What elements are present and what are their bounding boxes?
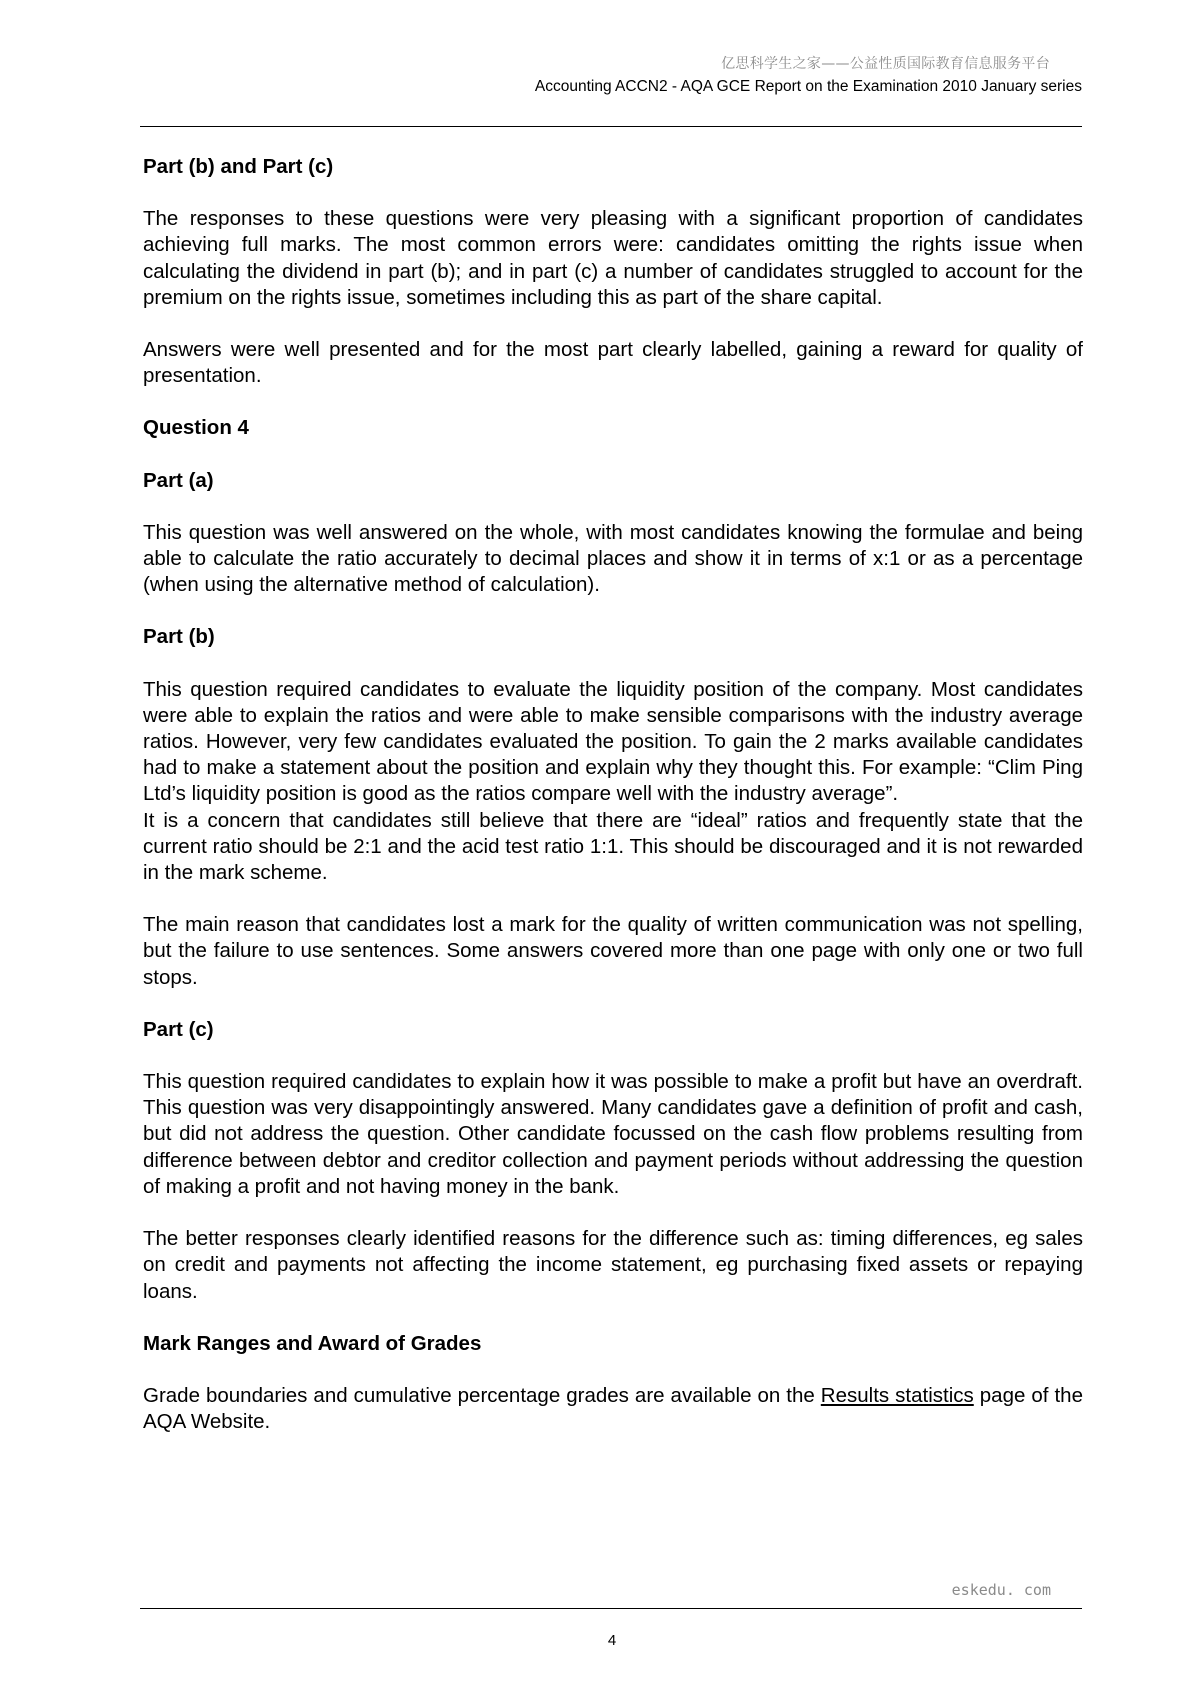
paragraph: The responses to these questions were very pleasing with a significant proportion of candidates achieving full marks. The most common errors were: candidates omitting the rights issue when calculating the dividend in part (b); and in part (c) a number of candidates struggled to account for the premium on the rights issue, sometimes including this as part of the share capital. bbox=[143, 207, 1083, 309]
paragraph: This question required candidates to explain how it was possible to make a profit but have an overdraft. This question was very disappointingly answered. Many candidates gave a definition of profit and cash, but did not address the question. Other candidate focussed on the cash flow problems resulting from difference between debtor and creditor collection and payment periods without addressing the question of making a profit and not having money in the bank. bbox=[143, 1070, 1083, 1198]
section-heading-part-b-c: Part (b) and Part (c) bbox=[143, 155, 334, 178]
results-statistics-link[interactable]: Results statistics bbox=[820, 1383, 974, 1407]
results-text-after: page of the AQA Website. bbox=[143, 1383, 1083, 1434]
footer-watermark: eskedu. com bbox=[951, 1581, 1051, 1599]
section-heading-mark-ranges: Mark Ranges and Award of Grades bbox=[143, 1331, 482, 1355]
header-watermark: 亿思科学生之家——公益性质国际教育信息服务平台 bbox=[721, 56, 1050, 72]
footer-divider bbox=[140, 1608, 1082, 1609]
paragraph: It is a concern that candidates still believe that there are “ideal” ratios and frequently state that the current ratio should be 2:1 and the acid test ratio 1:1. This should be discouraged and it is not rewarded in the mark scheme. bbox=[143, 808, 1083, 885]
header-title: Accounting ACCN2 - AQA GCE Report on the Examination 2010 January series bbox=[534, 78, 1082, 95]
paragraph: This question required candidates to evaluate the liquidity position of the company. Most candidates were able to explain the ratios and were able to make sensible comparisons with the industry average ratios. However, very few candidates evaluated the position. To gain the 2 marks available candidates had to make a statement about the position and explain why they thought this. For example: “Clim Ping Ltd’s liquidity position is good as the ratios compare well with the industry average”. bbox=[143, 677, 1083, 806]
section-heading-part-b: Part (b) bbox=[143, 625, 215, 649]
paragraph: The better responses clearly identified reasons for the difference such as: timing differences, eg sales on credit and payments not affecting the income statement, eg purchasing fixed assets or repaying loans. bbox=[143, 1227, 1083, 1303]
header-divider bbox=[140, 126, 1082, 127]
paragraph: The main reason that candidates lost a mark for the quality of written communication was not spelling, but the failure to use sentences. Some answers covered more than one page with only one or two full stops. bbox=[143, 913, 1083, 989]
section-heading-part-a: Part (a) bbox=[143, 468, 214, 492]
section-heading-question-4: Question 4 bbox=[143, 416, 249, 440]
paragraph: Answers were well presented and for the most part clearly labelled, gaining a reward for quality of presentation. bbox=[143, 338, 1083, 388]
page-number: 4 bbox=[607, 1632, 617, 1649]
results-text-before: Grade boundaries and cumulative percentage grades are available on the bbox=[143, 1383, 821, 1407]
section-heading-part-c: Part (c) bbox=[143, 1017, 214, 1041]
report-body bbox=[143, 154, 1083, 1461]
paragraph: This question was well answered on the whole, with most candidates knowing the formulae and being able to calculate the ratio accurately to decimal places and show it in terms of x:1 or as a percentage (when using the alternative method of calculation). bbox=[143, 520, 1083, 597]
results-paragraph bbox=[143, 1383, 1083, 1435]
